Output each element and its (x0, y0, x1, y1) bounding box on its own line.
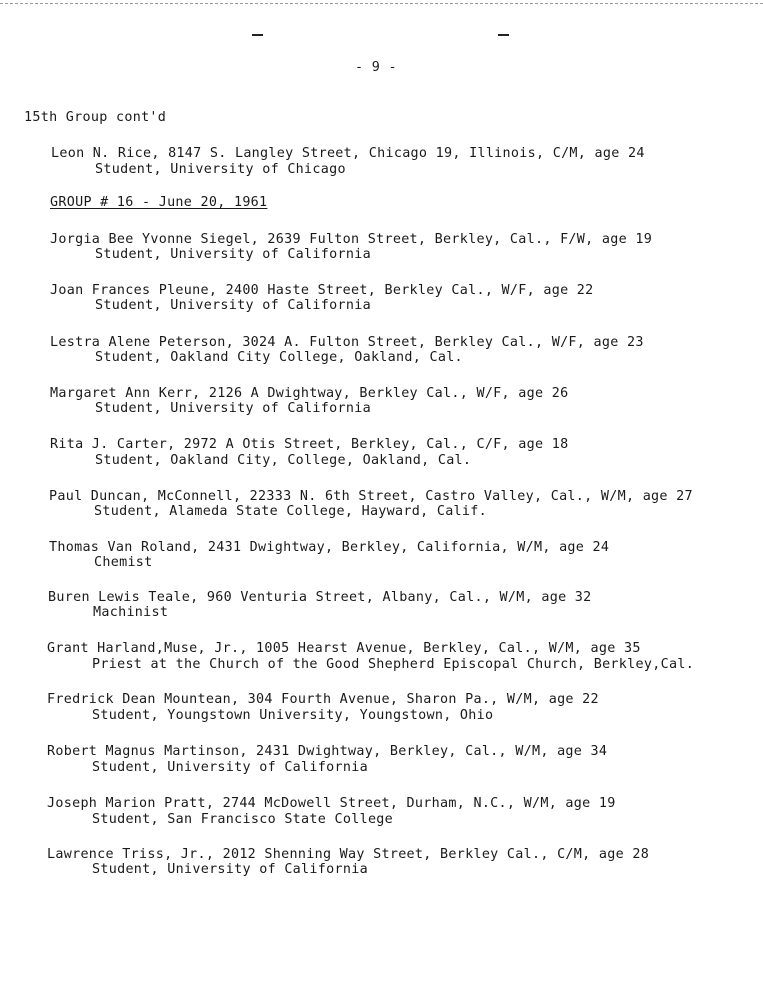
entry-occupation: Student, University of California (92, 862, 368, 877)
entry-name-address: Joan Frances Pleune, 2400 Haste Street, Berkley Cal., W/F, age 22 (50, 283, 594, 298)
entry-name-address: Thomas Van Roland, 2431 Dwightway, Berkley, California, W/M, age 24 (49, 540, 610, 555)
entry-occupation: Machinist (93, 605, 169, 620)
entry-occupation: Student, Oakland City College, Oakland, Cal. (95, 350, 463, 365)
punch-mark-right (498, 34, 509, 36)
section-continued-heading: 15th Group cont'd (24, 110, 167, 125)
entry-name-address: Robert Magnus Martinson, 2431 Dwightway, Berkley, Cal., W/M, age 34 (47, 744, 608, 759)
entry-occupation: Student, University of Chicago (95, 162, 346, 177)
group-16-heading: GROUP # 16 - June 20, 1961 (50, 195, 268, 210)
entry-occupation: Student, Oakland City, College, Oakland, Cal. (95, 453, 472, 468)
entry-name-address: Leon N. Rice, 8147 S. Langley Street, Chicago 19, Illinois, C/M, age 24 (51, 146, 645, 161)
entry-name-address: Fredrick Dean Mountean, 304 Fourth Avenue, Sharon Pa., W/M, age 22 (47, 692, 599, 707)
page-number: - 9 - (355, 60, 397, 75)
entry-occupation: Student, University of California (95, 247, 371, 262)
entry-name-address: Lestra Alene Peterson, 3024 A. Fulton Street, Berkley Cal., W/F, age 23 (50, 335, 644, 350)
entry-occupation: Chemist (94, 555, 153, 570)
entry-occupation: Student, Youngstown University, Youngstown, Ohio (92, 708, 494, 723)
entry-name-address: Grant Harland,Muse, Jr., 1005 Hearst Avenue, Berkley, Cal., W/M, age 35 (47, 641, 641, 656)
entry-occupation: Student, University of California (95, 401, 371, 416)
entry-name-address: Buren Lewis Teale, 960 Venturia Street, Albany, Cal., W/M, age 32 (48, 590, 592, 605)
punch-mark-left (252, 34, 263, 36)
entry-name-address: Lawrence Triss, Jr., 2012 Shenning Way Street, Berkley Cal., C/M, age 28 (47, 847, 650, 862)
entry-name-address: Rita J. Carter, 2972 A Otis Street, Berkley, Cal., C/F, age 18 (50, 437, 569, 452)
entry-name-address: Joseph Marion Pratt, 2744 McDowell Street, Durham, N.C., W/M, age 19 (47, 796, 616, 811)
entry-occupation: Priest at the Church of the Good Shepherd Episcopal Church, Berkley,Cal. (92, 657, 695, 672)
entry-name-address: Jorgia Bee Yvonne Siegel, 2639 Fulton Street, Berkley, Cal., F/W, age 19 (50, 232, 653, 247)
page-top-border (0, 3, 763, 4)
entry-occupation: Student, San Francisco State College (92, 812, 394, 827)
entry-name-address: Margaret Ann Kerr, 2126 A Dwightway, Berkley Cal., W/F, age 26 (50, 386, 569, 401)
entry-occupation: Student, Alameda State College, Hayward, Calif. (94, 504, 488, 519)
entry-name-address: Paul Duncan, McConnell, 22333 N. 6th Street, Castro Valley, Cal., W/M, age 27 (49, 489, 693, 504)
entry-occupation: Student, University of California (92, 760, 368, 775)
entry-occupation: Student, University of California (95, 298, 371, 313)
